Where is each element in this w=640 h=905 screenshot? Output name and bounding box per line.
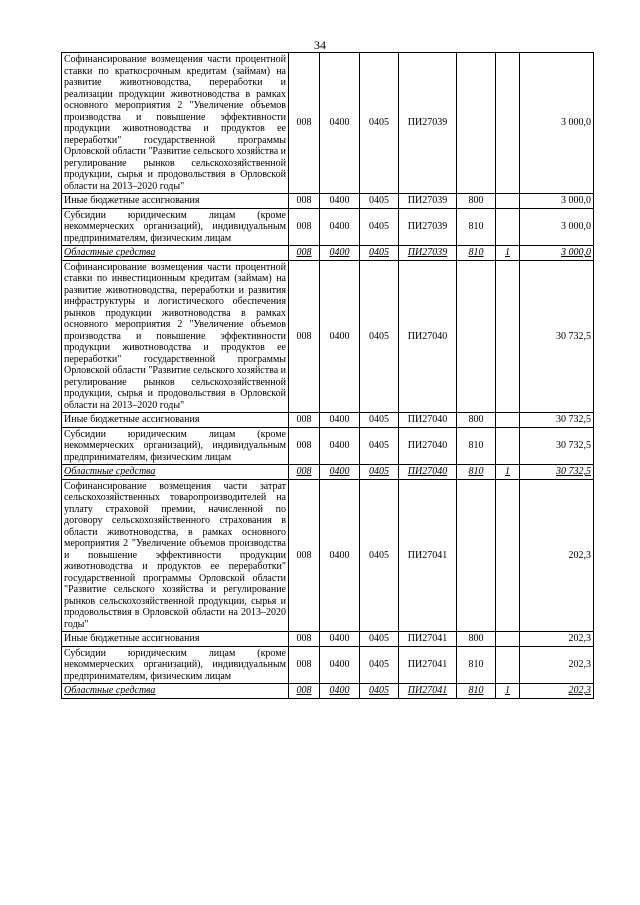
section-code [320, 632, 360, 647]
expense-type-code-text: 810 [468, 685, 484, 696]
ministry-code-text: 008 [296, 117, 312, 129]
budget-table [61, 52, 594, 699]
ministry-code-text: 008 [296, 659, 312, 670]
section-code-text: 0400 [329, 117, 350, 129]
row-name-text: Областные средства [64, 466, 156, 477]
target-article-code-text: ПИ27041 [407, 633, 448, 644]
subsection-code-text: 0405 [369, 414, 389, 425]
target-article-code-text: ПИ27041 [407, 685, 448, 696]
subsection-code-text: 0405 [369, 685, 389, 696]
funding-source-code [496, 194, 520, 209]
row-name [62, 260, 289, 413]
expense-type-code [457, 684, 496, 699]
subsection-code [360, 246, 399, 261]
ministry-code-text: 008 [296, 414, 312, 425]
subsection-code [360, 413, 399, 428]
amount-text: 30 732,5 [556, 330, 591, 342]
amount [520, 208, 594, 246]
ministry-code [289, 246, 320, 261]
expense-type-code-text: 800 [468, 633, 484, 644]
target-article-code [399, 479, 457, 632]
funding-source-code [496, 479, 520, 632]
target-article-code [399, 53, 457, 194]
table-row [62, 465, 594, 480]
funding-source-code [496, 646, 520, 684]
section-code-text: 0400 [329, 221, 350, 232]
table-row [62, 632, 594, 647]
subsection-code [360, 465, 399, 480]
funding-source-code [496, 413, 520, 428]
subsection-code-text: 0405 [369, 221, 389, 232]
expense-type-code [457, 194, 496, 209]
target-article-code-text: ПИ27040 [407, 440, 448, 451]
expense-type-code-text: 810 [468, 659, 484, 670]
table-row [62, 427, 594, 465]
subsection-code [360, 427, 399, 465]
subsection-code-text: 0405 [369, 466, 389, 477]
subsection-code [360, 208, 399, 246]
ministry-code [289, 427, 320, 465]
ministry-code-text: 008 [296, 195, 312, 206]
amount-text: 3 000,0 [561, 117, 591, 129]
expense-type-code-text: 800 [468, 195, 484, 206]
subsection-code-text: 0405 [369, 440, 389, 451]
funding-source-code-text: 1 [505, 685, 510, 696]
ministry-code [289, 465, 320, 480]
target-article-code [399, 194, 457, 209]
expense-type-code-text: 800 [468, 414, 484, 425]
ministry-code [289, 194, 320, 209]
amount [520, 646, 594, 684]
row-name [62, 246, 289, 261]
row-name-text: Иные бюджетные ассигнования [64, 633, 200, 644]
row-name [62, 194, 289, 209]
row-name-text: Иные бюджетные ассигнования [64, 195, 200, 206]
funding-source-code [496, 208, 520, 246]
subsection-code [360, 632, 399, 647]
expense-type-code [457, 646, 496, 684]
ministry-code-text: 008 [296, 466, 312, 477]
page-number: 34 [314, 38, 326, 52]
funding-source-code-text: 1 [505, 466, 510, 477]
subsection-code-text: 0405 [369, 659, 389, 670]
expense-type-code-text: 810 [468, 247, 484, 258]
amount [520, 632, 594, 647]
subsection-code [360, 479, 399, 632]
row-name [62, 208, 289, 246]
expense-type-code [457, 53, 496, 194]
funding-source-code [496, 684, 520, 699]
section-code-text: 0400 [329, 414, 350, 425]
amount-text: 30 732,5 [556, 466, 591, 477]
section-code-text: 0400 [329, 549, 350, 561]
expense-type-code-text: 810 [468, 221, 484, 232]
row-name [62, 53, 289, 194]
funding-source-code [496, 246, 520, 261]
expense-type-code [457, 246, 496, 261]
amount [520, 53, 594, 194]
subsection-code-text: 0405 [369, 330, 389, 342]
ministry-code [289, 260, 320, 413]
ministry-code-text: 008 [296, 549, 312, 561]
amount-text: 202,3 [568, 549, 591, 561]
subsection-code [360, 646, 399, 684]
table-row [62, 246, 594, 261]
amount-text: 30 732,5 [556, 440, 591, 451]
section-code [320, 465, 360, 480]
ministry-code-text: 008 [296, 633, 312, 644]
section-code [320, 684, 360, 699]
row-name [62, 479, 289, 632]
subsection-code [360, 684, 399, 699]
subsection-code-text: 0405 [369, 195, 389, 206]
target-article-code [399, 208, 457, 246]
row-name [62, 413, 289, 428]
target-article-code [399, 246, 457, 261]
amount [520, 260, 594, 413]
amount [520, 684, 594, 699]
expense-type-code [457, 479, 496, 632]
ministry-code [289, 208, 320, 246]
ministry-code [289, 413, 320, 428]
ministry-code-text: 008 [296, 221, 312, 232]
row-name [62, 632, 289, 647]
expense-type-code [457, 427, 496, 465]
expense-type-code [457, 632, 496, 647]
budget-table-body [62, 53, 594, 699]
target-article-code [399, 413, 457, 428]
row-name-text: Субсидии юридическим лицам (кроме некоммерческих организаций), индивидуальным предпринимателям, физическим лицам [64, 428, 286, 463]
funding-source-code [496, 427, 520, 465]
table-row [62, 53, 594, 194]
section-code [320, 413, 360, 428]
subsection-code-text: 0405 [369, 117, 389, 129]
ministry-code [289, 53, 320, 194]
section-code [320, 479, 360, 632]
amount [520, 413, 594, 428]
subsection-code-text: 0405 [369, 633, 389, 644]
amount-text: 3 000,0 [561, 195, 591, 206]
target-article-code [399, 632, 457, 647]
row-name-text: Субсидии юридическим лицам (кроме некоммерческих организаций), индивидуальным предпринимателям, физическим лицам [64, 209, 286, 244]
ministry-code-text: 008 [296, 330, 312, 342]
funding-source-code-text: 1 [505, 247, 510, 258]
expense-type-code [457, 208, 496, 246]
funding-source-code [496, 465, 520, 480]
section-code [320, 246, 360, 261]
row-name-text: Софинансирование возмещения части затрат сельскохозяйственных товаропроизводителей на уплату страховой премии, начисленной по договору сельскохозяйственного страхования в области животноводства, в рамках основного мероприятия 2 "Увеличение объемов производства и повышение эффективности продукции животноводства и продуктов ее переработки" государственной программы Орловской области "Развитие сельского хозяйства и регулирование рынков сельскохозяйственной продукции, сырья и продовольствия в Орловской области на 2013–2020 годы" [64, 480, 286, 630]
target-article-code-text: ПИ27039 [407, 221, 448, 232]
section-code [320, 427, 360, 465]
amount [520, 194, 594, 209]
section-code-text: 0400 [329, 247, 350, 258]
amount-text: 202,3 [568, 685, 591, 696]
section-code-text: 0400 [329, 440, 350, 451]
row-name-text: Иные бюджетные ассигнования [64, 414, 200, 425]
table-row [62, 194, 594, 209]
subsection-code-text: 0405 [369, 247, 389, 258]
expense-type-code [457, 260, 496, 413]
row-name [62, 684, 289, 699]
row-name [62, 646, 289, 684]
section-code [320, 260, 360, 413]
section-code-text: 0400 [329, 466, 350, 477]
ministry-code [289, 479, 320, 632]
subsection-code [360, 194, 399, 209]
funding-source-code [496, 260, 520, 413]
amount-text: 30 732,5 [556, 414, 591, 425]
amount-text: 3 000,0 [561, 247, 591, 258]
target-article-code-text: ПИ27040 [407, 466, 448, 477]
section-code [320, 194, 360, 209]
section-code [320, 53, 360, 194]
ministry-code-text: 008 [296, 247, 312, 258]
subsection-code [360, 53, 399, 194]
expense-type-code-text: 810 [468, 466, 484, 477]
section-code [320, 646, 360, 684]
funding-source-code [496, 53, 520, 194]
row-name [62, 465, 289, 480]
target-article-code [399, 684, 457, 699]
ministry-code-text: 008 [296, 440, 312, 451]
section-code-text: 0400 [329, 659, 350, 670]
target-article-code-text: ПИ27039 [407, 117, 448, 129]
subsection-code-text: 0405 [369, 549, 389, 561]
amount [520, 465, 594, 480]
amount [520, 427, 594, 465]
row-name [62, 427, 289, 465]
target-article-code-text: ПИ27040 [407, 330, 448, 342]
table-row [62, 260, 594, 413]
table-row [62, 208, 594, 246]
target-article-code [399, 260, 457, 413]
table-row [62, 684, 594, 699]
row-name-text: Софинансирование возмещения части процентной ставки по краткосрочным кредитам (займам) на развитие животноводства, переработки и реализации продукции животноводства в рамках основного мероприятия 2 "Увеличение объемов производства и повышение эффективности продукции животноводства и продуктов ее переработки" государственной программы Орловской области "Развитие сельского хозяйства и регулирование рынков сельскохозяйственной продукции, сырья и продовольствия в Орловской области на 2013–2020 годы" [64, 54, 286, 192]
target-article-code [399, 646, 457, 684]
row-name-text: Софинансирование возмещения части процентной ставки по инвестиционным кредитам (займам) на развитие животноводства, переработки и развития инфраструктуры и логистического обеспечения рынков продукции животноводства в рамках основного мероприятия 2 "Увеличение объемов производства и повышение эффективности продукции животноводства и продуктов ее переработки" государственной программы Орловской области "Развитие сельского хозяйства и регулирование рынков сельскохозяйственной продукции, сырья и продовольствия в Орловской области на 2013–2020 годы" [64, 261, 286, 411]
row-name-text: Областные средства [64, 247, 156, 258]
target-article-code-text: ПИ27041 [407, 549, 448, 561]
table-row [62, 479, 594, 632]
target-article-code-text: ПИ27039 [407, 195, 448, 206]
section-code-text: 0400 [329, 633, 350, 644]
section-code-text: 0400 [329, 685, 350, 696]
amount-text: 202,3 [568, 659, 591, 670]
row-name-text: Областные средства [64, 685, 156, 696]
amount-text: 202,3 [568, 633, 591, 644]
target-article-code-text: ПИ27041 [407, 659, 448, 670]
section-code-text: 0400 [329, 195, 350, 206]
row-name-text: Субсидии юридическим лицам (кроме некоммерческих организаций), индивидуальным предпринимателям, физическим лицам [64, 647, 286, 682]
expense-type-code [457, 465, 496, 480]
target-article-code [399, 427, 457, 465]
target-article-code-text: ПИ27040 [407, 414, 448, 425]
ministry-code-text: 008 [296, 685, 312, 696]
target-article-code [399, 465, 457, 480]
amount [520, 246, 594, 261]
ministry-code [289, 632, 320, 647]
expense-type-code-text: 810 [468, 440, 484, 451]
funding-source-code [496, 632, 520, 647]
amount-text: 3 000,0 [561, 221, 591, 232]
ministry-code [289, 684, 320, 699]
section-code-text: 0400 [329, 330, 350, 342]
table-row [62, 413, 594, 428]
expense-type-code [457, 413, 496, 428]
ministry-code [289, 646, 320, 684]
subsection-code [360, 260, 399, 413]
target-article-code-text: ПИ27039 [407, 247, 448, 258]
table-row [62, 646, 594, 684]
section-code [320, 208, 360, 246]
amount [520, 479, 594, 632]
